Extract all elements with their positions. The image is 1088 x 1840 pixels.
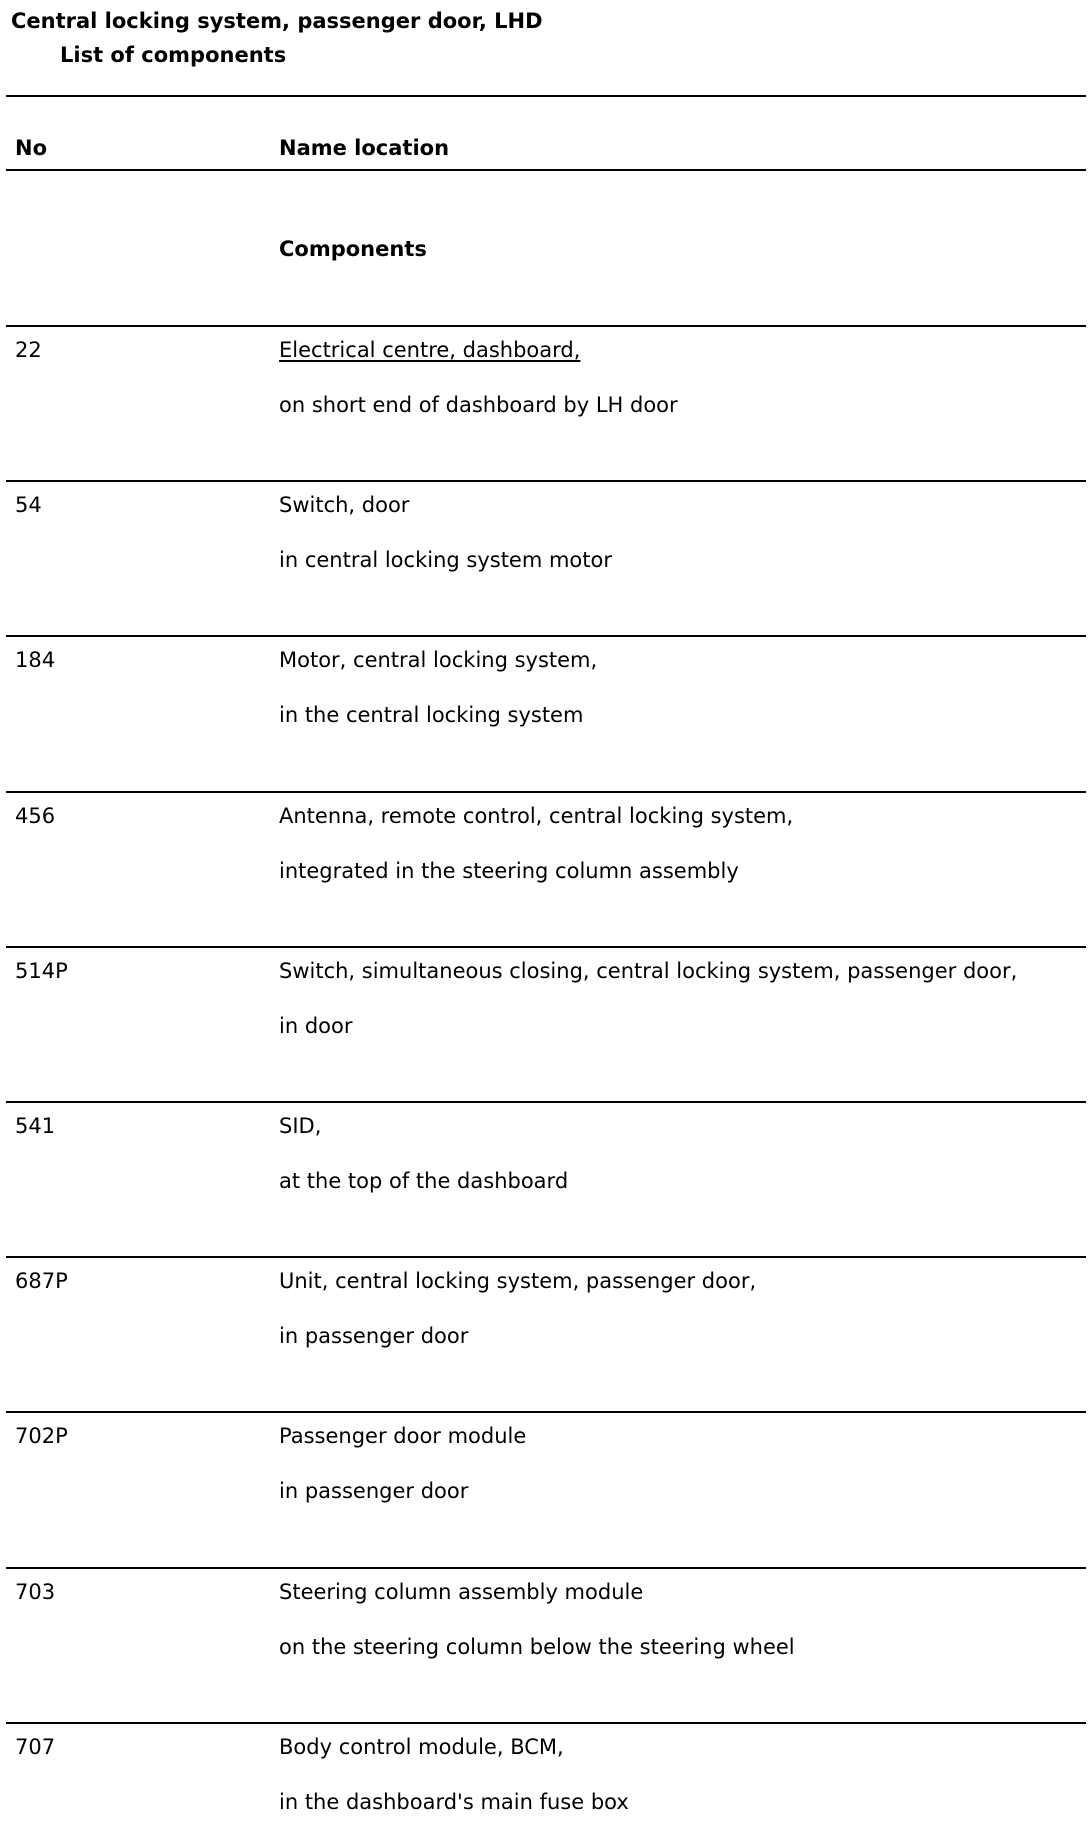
- row-divider: [6, 480, 1086, 482]
- component-location: on short end of dashboard by LH door: [279, 393, 678, 417]
- component-location: in the dashboard's main fuse box: [279, 1790, 629, 1814]
- document-subtitle: List of components: [60, 43, 287, 67]
- row-divider: [6, 325, 1086, 327]
- column-header-no: No: [15, 136, 48, 160]
- component-number: 707: [15, 1735, 56, 1759]
- component-number: 54: [15, 493, 42, 517]
- component-number: 541: [15, 1114, 56, 1138]
- component-name: Steering column assembly module: [279, 1580, 644, 1604]
- section-label-components: Components: [279, 237, 427, 261]
- row-divider: [6, 946, 1086, 948]
- row-divider: [6, 635, 1086, 637]
- component-location: at the top of the dashboard: [279, 1169, 569, 1193]
- row-divider: [6, 791, 1086, 793]
- header-top-rule: [6, 95, 1086, 97]
- component-name: Antenna, remote control, central locking system,: [279, 804, 794, 828]
- component-number: 687P: [15, 1269, 68, 1293]
- component-name: Unit, central locking system, passenger door,: [279, 1269, 757, 1293]
- component-location: in the central locking system: [279, 703, 584, 727]
- component-location: integrated in the steering column assembly: [279, 859, 739, 883]
- component-number: 702P: [15, 1424, 68, 1448]
- component-number: 22: [15, 338, 42, 362]
- component-name: Passenger door module: [279, 1424, 527, 1448]
- component-name: SID,: [279, 1114, 322, 1138]
- component-location: on the steering column below the steering wheel: [279, 1635, 795, 1659]
- header-bottom-rule: [6, 169, 1086, 171]
- component-number: 184: [15, 648, 56, 672]
- component-name: Motor, central locking system,: [279, 648, 598, 672]
- component-location: in central locking system motor: [279, 548, 612, 572]
- component-number: 514P: [15, 959, 68, 983]
- component-location: in door: [279, 1014, 353, 1038]
- row-divider: [6, 1411, 1086, 1413]
- component-name: Switch, simultaneous closing, central locking system, passenger door,: [279, 959, 1018, 983]
- component-name-link[interactable]: Electrical centre, dashboard,: [279, 338, 581, 362]
- row-divider: [6, 1101, 1086, 1103]
- component-location: in passenger door: [279, 1324, 469, 1348]
- row-divider: [6, 1722, 1086, 1724]
- row-divider: [6, 1567, 1086, 1569]
- component-number: 703: [15, 1580, 56, 1604]
- component-location: in passenger door: [279, 1479, 469, 1503]
- component-name: Switch, door: [279, 493, 410, 517]
- row-divider: [6, 1256, 1086, 1258]
- component-name: Body control module, BCM,: [279, 1735, 564, 1759]
- document-title: Central locking system, passenger door, LHD: [11, 9, 543, 33]
- component-number: 456: [15, 804, 56, 828]
- column-header-name-location: Name location: [279, 136, 450, 160]
